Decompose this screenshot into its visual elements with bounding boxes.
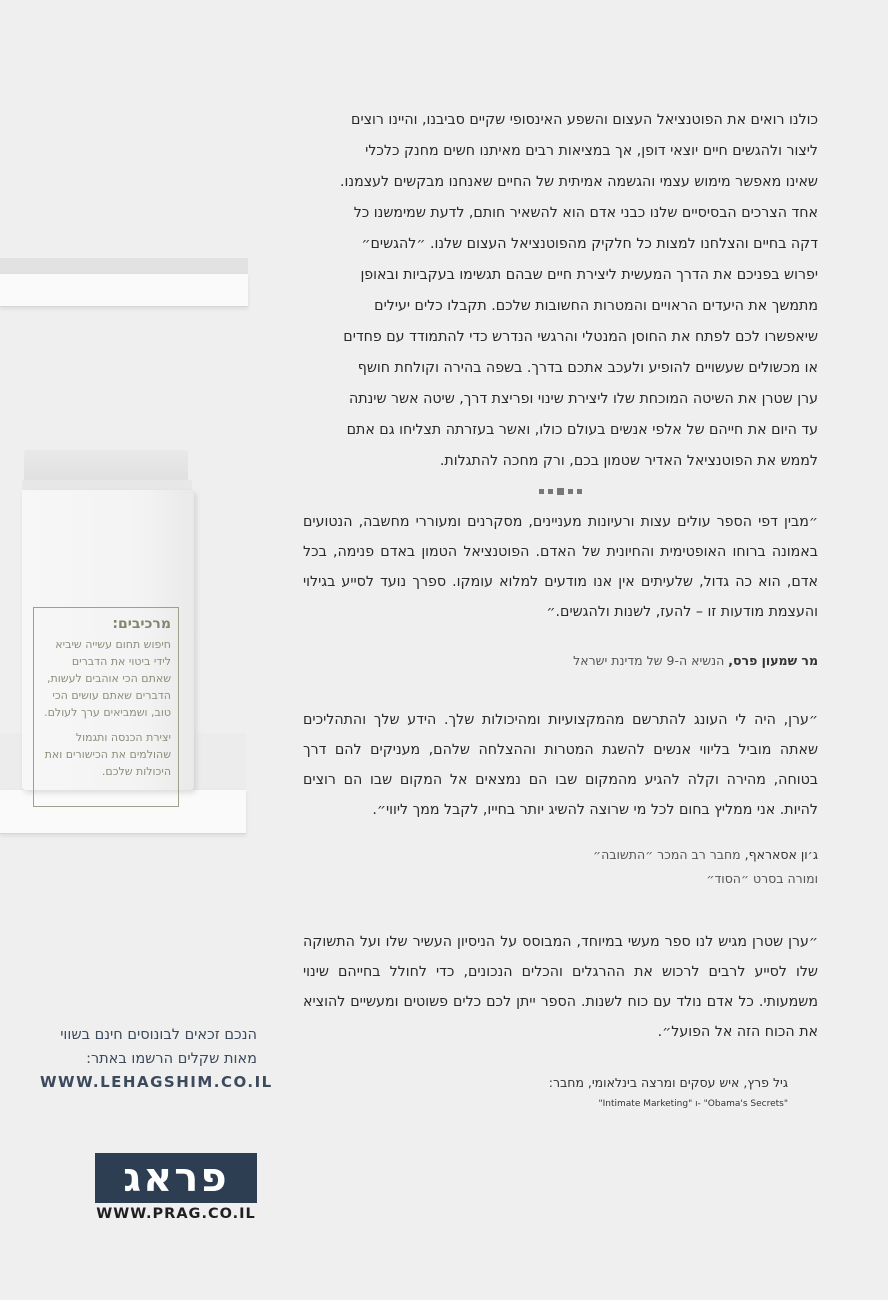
quote-peretz: ״ערן שטרן מגיש לנו ספר מעשי במיוחד, המבוסס על הניסיון העשיר שלו ועל התשוקה שלו לסייע לרבים לרכוש את ההרגלים והכלים הנכונים, כדי לחולל בחייהם שינוי משמעותי. כל אדם נולד עם כוח לשנות. הספר ייתן לכם כלים פשוטים ומעשיים להוציא את הכוח הזה אל הפועל״.	[303, 934, 818, 1040]
section-divider	[303, 489, 818, 495]
quote-author: גיל פרץ, איש עסקים ומרצה בינלאומי, מחבר:	[548, 1075, 788, 1090]
intro-paragraph	[303, 105, 818, 477]
quote-author: ג׳ון אסאראף,	[744, 847, 818, 862]
intro-line: מתמשך את היעדים הראויים והמטרות החשובות שלכם. תקבלו כלים יעילים	[374, 298, 818, 314]
quote-role: מחבר רב המכר ״התשובה״	[593, 847, 741, 862]
upper-shelf	[0, 274, 248, 307]
bonus-promo	[40, 1023, 273, 1091]
carton-label	[33, 607, 179, 807]
carton-label-title: מרכיבים:	[112, 616, 171, 632]
intro-line: או מכשולים שעשויים להופיע ולעכב אתכם בדרך. בשפה בהירה וקולחת חושף	[357, 360, 818, 376]
intro-line: כולנו רואים את הפוטנציאל העצום והשפע האינסופי שקיים סביבנו, והיינו רוצים	[351, 112, 818, 128]
intro-line: שאינו מאפשר מימוש עצמי והגשמה אמיתית של החיים שאנחנו מבקשים לעצמנו.	[340, 174, 818, 190]
quote-author: מר שמעון פרס,	[728, 653, 818, 668]
attribution-assaraf	[303, 843, 818, 891]
quote-role: הנשיא ה-9 של מדינת ישראל	[573, 653, 725, 668]
intro-line: שיאפשרו לכם לפתח את החוסן המנטלי והרגשי הנדרש כדי להתמודד עם פחדים	[343, 329, 818, 345]
intro-line: יפרוש בפניכם את הדרך המעשית ליצירת חיים שבהם תגשימו בעקביות ובאופן	[360, 267, 818, 283]
quote-assaraf: ״ערן, היה לי העונג להתרשם מהמקצועיות ומהיכולות שלך. הידע שלך והתהליכים שאתה מוביל בליווי אנשים להשגת המטרות וההצלחה שלהם, מעניקים להם דרך בטוחה, מהירה וקלה להגיע מהמקום שבו הם נמצאים אל המקום שבו הם רוצים להיות. אני ממליץ בחום לכל מי שרוצה להשיג יותר בחייו, לקבל ממך ליווי״.	[303, 712, 818, 818]
intro-line: ערן שטרן את השיטה המוכחת שלו ליצירת שינוי ופריצת דרך, שיטה אשר שינתה	[349, 391, 818, 407]
quote-role-2: ומורה בסרט ״הסוד״	[706, 871, 818, 886]
bonus-promo-url[interactable]: WWW.LEHAGSHIM.CO.IL	[40, 1073, 273, 1091]
publisher-logo-text: פראג	[123, 1155, 229, 1201]
milk-carton-illustration	[22, 450, 194, 790]
publisher-logo	[95, 1153, 257, 1203]
publisher-url[interactable]: WWW.PRAG.CO.IL	[96, 1206, 256, 1222]
carton-label-text-2: יצירת הכנסה ותגמול שהולמים את הכישורים ואת היכולות שלכם.	[44, 731, 171, 778]
bonus-promo-text: הנכם זכאים לבונוסים חינם בשווי מאות שקלים הרשמו באתר:	[60, 1027, 257, 1067]
attribution-peres	[303, 649, 818, 673]
intro-line: דקה בחיים והצלחנו למצות כל חלקיק מהפוטנציאל העצום שלנו. ״להגשים״	[361, 236, 818, 252]
carton-label-text: חיפוש תחום עשייה שיביא לידי ביטוי את הדברים שאתם הכי אוהבים לעשות, הדברים שאתם עושים הכי טוב, ושמביאים ערך לעולם.	[44, 638, 171, 719]
intro-line: עד היום את חייהם של אלפי אנשים בעולם כולו, ואשר בעזרתה תצליחו גם אתם	[346, 422, 818, 438]
quote-role: "Obama's Secrets" -ו "Intimate Marketing"	[598, 1099, 788, 1109]
attribution-peretz	[303, 1071, 818, 1113]
intro-line: לממש את הפוטנציאל האדיר שטמון בכם, ורק מחכה להתגלות.	[439, 453, 818, 469]
back-cover-text	[303, 105, 818, 1113]
intro-line: ליצור ולהגשים חיים יוצאי דופן, אך במציאות רבים מאיתנו חשים מחנק כלכלי	[365, 143, 818, 159]
carton-body	[22, 490, 194, 790]
intro-line: אחד הצרכים הבסיסיים שלנו כבני אדם הוא להשאיר חותם, לדעת שמימשנו כל	[353, 205, 818, 221]
quote-peres: ״מבין דפי הספר עולים עצות ורעיונות מעניינים, מסקרנים ומעוררי מחשבה, הנטועים באמונה ברוחו האופטימית והחיונית של האדם. הפוטנציאל הטמון באדם פנימה, בכל אדם, הוא כה גדול, שלעיתים אין אנו מודעים למלוא עומקו. ספרך נועד לסייע בגילוי והעצמת מודעות זו – להעז, לשנות ולהגשים.״	[303, 514, 818, 620]
